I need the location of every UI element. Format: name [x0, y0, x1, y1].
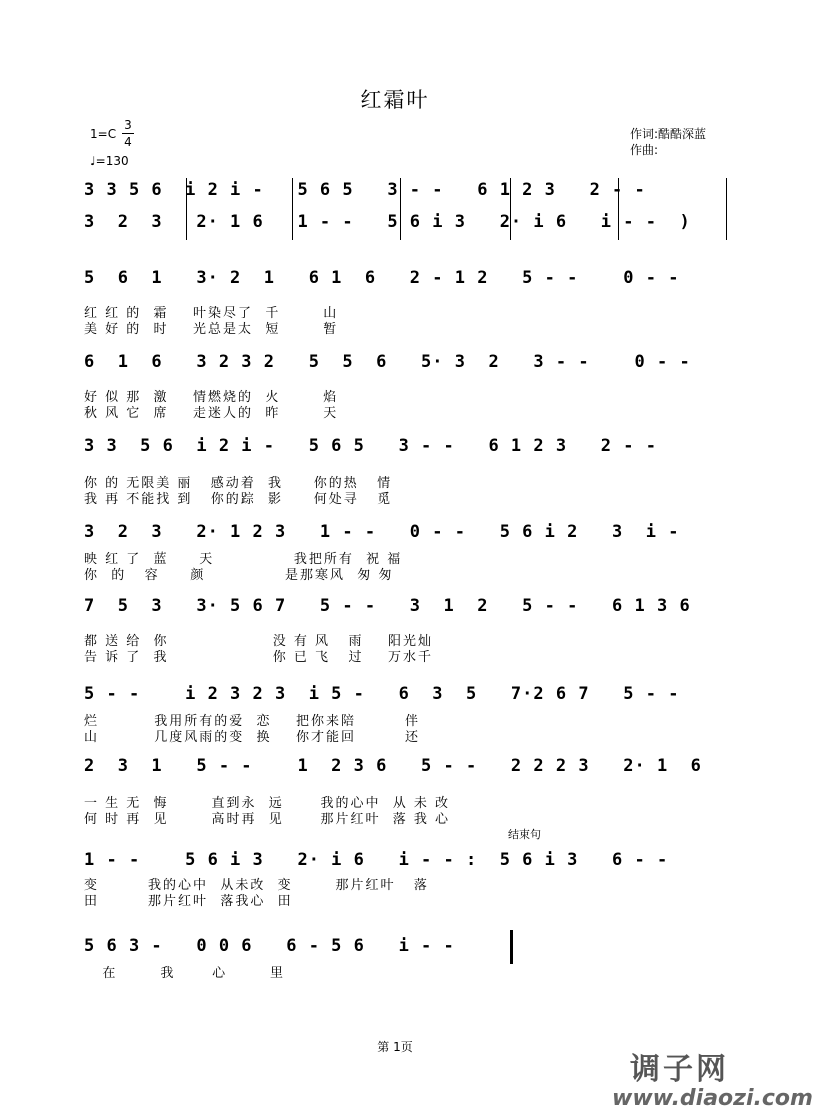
ending-phrase-label: 结束句 [508, 828, 541, 841]
lyrics-line-1-verse-1: 红 红 的 霜 叶染尽了 千 山 [84, 306, 339, 321]
score-line-2: 6 1 6 3 2 3 2 5 5 6 5· 3 2 3 - - 0 - - [84, 352, 691, 372]
intro-notes-line-2: 3 2 3 2· 1 6 1 - - 5 6 i 3 2· i 6 i - - ) [84, 212, 691, 232]
score-line-3: 3 3 5 6 i 2 i - 5 6 5 3 - - 6 1 2 3 2 - - [84, 436, 657, 456]
lyrics-line-2-verse-1: 好 似 那 激 情燃烧的 火 焰 [84, 390, 339, 405]
score-line-1: 5 6 1 3· 2 1 6 1 6 2 - 1 2 5 - - 0 - - [84, 268, 680, 288]
lyricist-credit: 作词:酷酷深蓝 [630, 127, 707, 141]
score-line-7: 2 3 1 5 - - 1 2 3 6 5 - - 2 2 2 3 2· 1 6 [84, 756, 702, 776]
watermark-logo: 调子网 [630, 1052, 729, 1087]
lyrics-line-6-verse-2: 山 几度风雨的变 换 你才能回 还 [84, 730, 421, 745]
score-line-5: 7 5 3 3· 5 6 7 5 - - 3 1 2 5 - - 6 1 3 6 [84, 596, 691, 616]
lyrics-line-7-verse-1: 一 生 无 悔 直到永 远 我的心中 从 未 改 [84, 796, 451, 811]
lyrics-line-4-verse-2: 你 的 容 颜 是那寒风 匆 匆 [84, 568, 394, 583]
credits [630, 126, 706, 158]
lyrics-line-2-verse-2: 秋 风 它 席 走迷人的 昨 天 [84, 406, 339, 421]
tempo-value: =130 [95, 154, 129, 168]
watermark-url: www.diaozi.com [612, 1086, 813, 1111]
lyrics-line-7-verse-2: 何 时 再 见 高时再 见 那片红叶 落 我 心 [84, 812, 451, 827]
score-line-6: 5 - - i 2 3 2 3 i 5 - 6 3 5 7·2 6 7 5 - - [84, 684, 680, 704]
tempo-marking [90, 154, 129, 168]
score-line-8: 1 - - 5 6 i 3 2· i 6 i - - : 5 6 i 3 6 - - [84, 850, 669, 870]
quarter-note-icon: ♩ [90, 154, 96, 168]
score-line-4: 3 2 3 2· 1 2 3 1 - - 0 - - 5 6 i 2 3 i - [84, 522, 680, 542]
lyrics-line-3-verse-1: 你 的 无限美 丽 感动着 我 你的热 情 [84, 476, 393, 491]
lyrics-line-1-verse-2: 美 好 的 时 光总是太 短 暂 [84, 322, 339, 337]
intro-notes-line-1: 3 3 5 6 i 2 i - 5 6 5 3 - - 6 1 2 3 2 - - [84, 180, 646, 200]
lyrics-line-4-verse-1: 映 红 了 蓝 天 我把所有 祝 福 [84, 552, 403, 567]
lyrics-line-9: 在 我 心 里 [84, 966, 286, 981]
meter-divider [122, 133, 134, 134]
lyrics-line-5-verse-2: 告 诉 了 我 你 已 飞 过 万水千 [84, 650, 433, 665]
key-signature: 1=C [90, 127, 117, 141]
barline [726, 178, 727, 240]
page-number: 第 1页 [377, 1040, 413, 1054]
meter-top: 3 [124, 118, 132, 132]
lyrics-line-8-verse-1: 变 我的心中 从未改 变 那片红叶 落 [84, 878, 429, 893]
time-signature [122, 118, 134, 149]
composer-credit: 作曲: [630, 143, 659, 157]
meter-bottom: 4 [124, 135, 132, 149]
final-barline [510, 930, 513, 964]
score-line-9: 5 6 3 - 0 0 6 6 - 5 6 i - - [84, 936, 455, 956]
lyrics-line-6-verse-1: 烂 我用所有的爱 恋 把你来陪 伴 [84, 714, 421, 729]
lyrics-line-8-verse-2: 田 那片红叶 落我心 田 [84, 894, 293, 909]
lyrics-line-3-verse-2: 我 再 不能找 到 你的踪 影 何处寻 觅 [84, 492, 393, 507]
lyrics-line-5-verse-1: 都 送 给 你 没 有 风 雨 阳光灿 [84, 634, 433, 649]
song-title: 红霜叶 [360, 88, 430, 112]
